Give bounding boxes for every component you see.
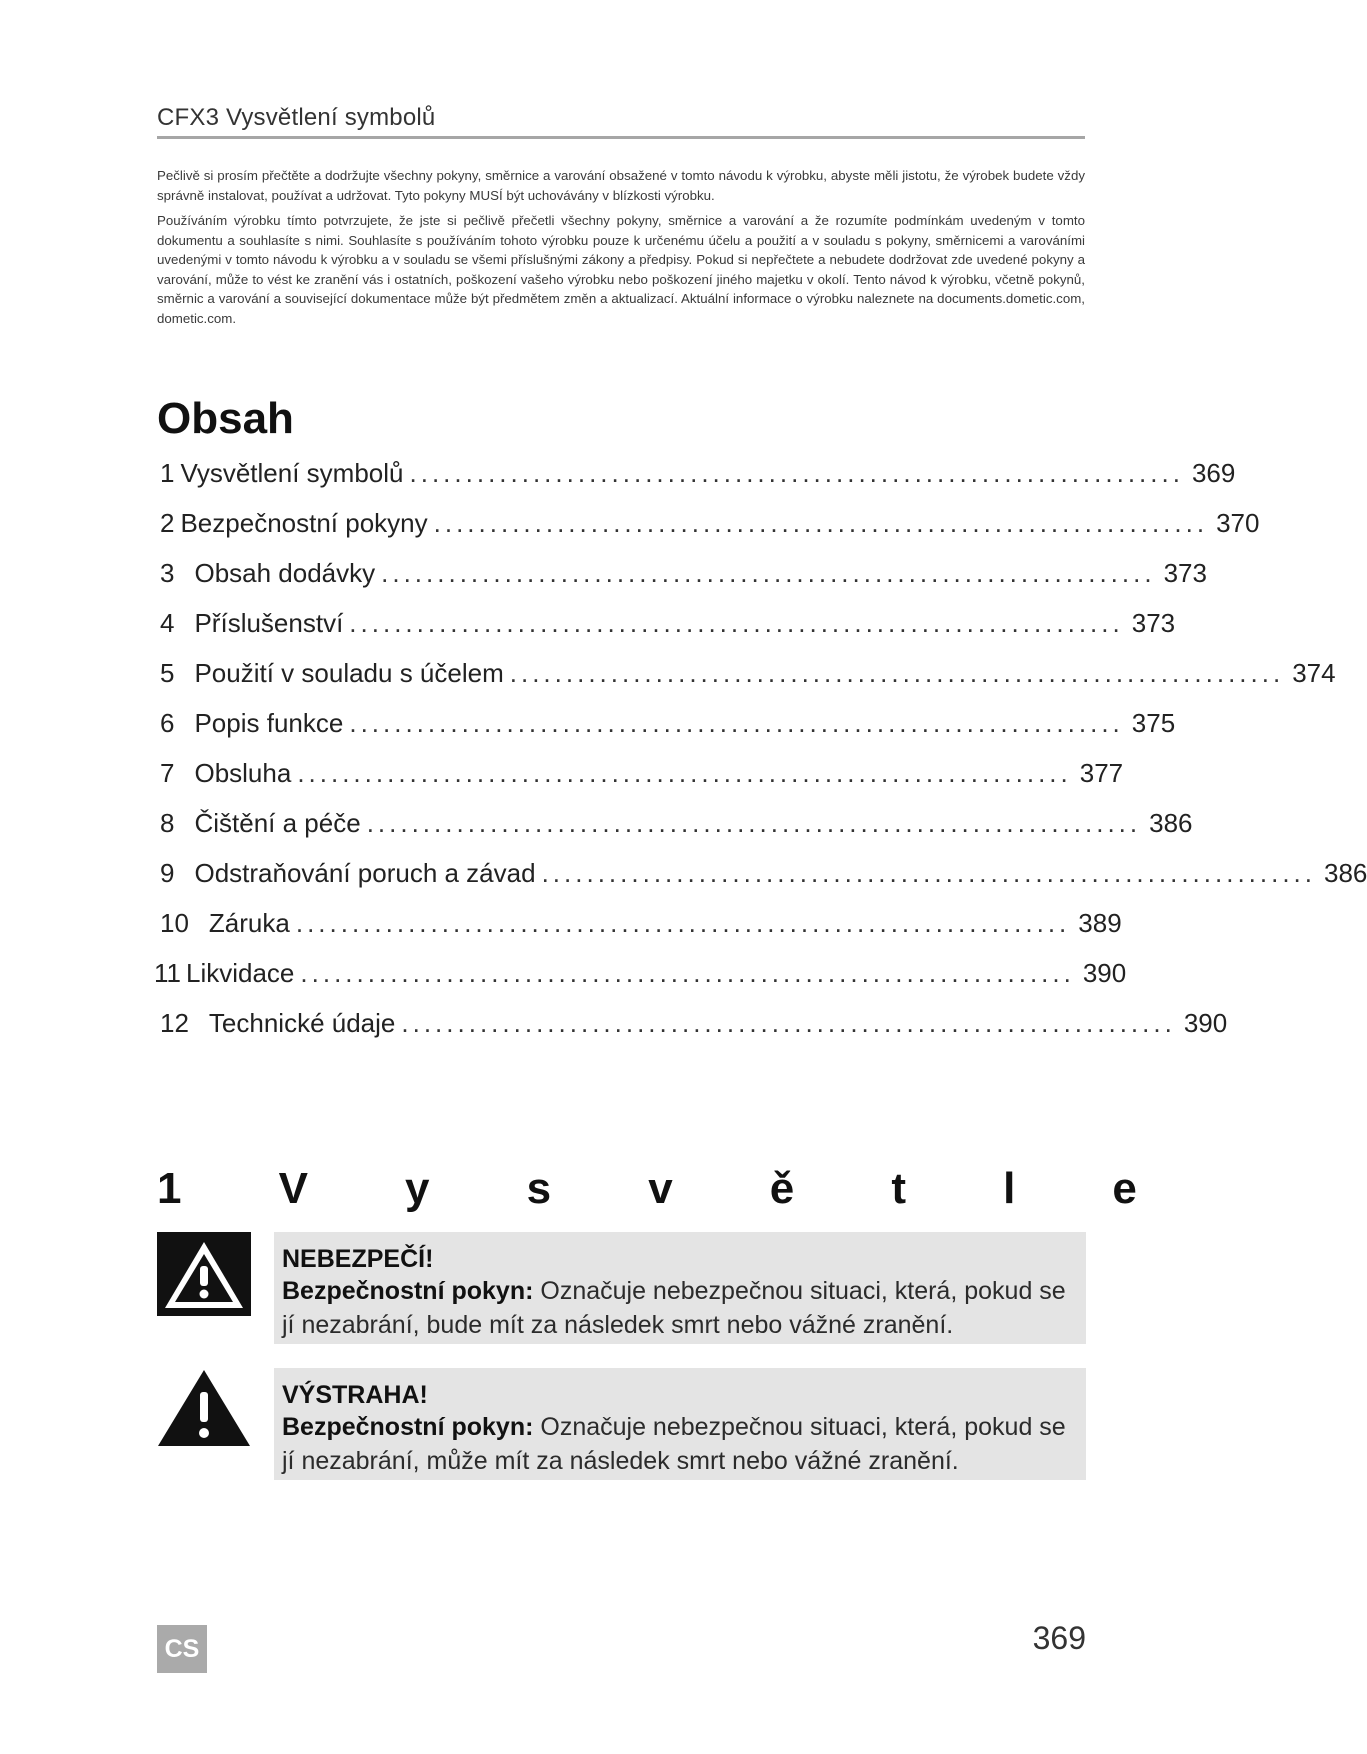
section-heading-letter: e — [1112, 1164, 1137, 1213]
language-badge: CS — [157, 1625, 207, 1673]
toc-entry-label: Příslušenství — [194, 608, 344, 638]
toc-leader-dots: ..................................................................... — [366, 808, 1142, 838]
danger-warning-icon — [157, 1232, 251, 1316]
toc-leader-dots: ..................................................................... — [401, 1008, 1176, 1038]
section-heading-letter: 1 — [157, 1164, 182, 1213]
toc-leader-dots: ..................................................................... — [409, 458, 1184, 488]
intro-paragraph-2: Používáním výrobku tímto potvrzujete, že jste si pečlivě přečetli všechny pokyny, směrnice a varování a že rozumíte podmínkám uvedeným v tomto dokumentu a souhlasíte s nimi. Souhlasíte s používáním tohoto výrobku pouze k určenému účelu a použití a v souladu s pokyny, směrnicemi a varováními uvedenými v tomto návodu k výrobku a v souladu se všemi příslušnými zákony a předpisy. Pokud si nepřečtete a nebudete dodržovat zde uvedené pokyny a varování, může to vést ke zranění vás i ostatních, poškození vašeho výrobku nebo poškození jiného majetku v okolí. Tento návod k výrobku, včetně pokynů, směrnic a varování a související dokumentace může být předmětem změn a aktualizací. Aktuální informace o výrobku naleznete na documents.dometic.com, dometic.com. — [157, 213, 1085, 326]
toc-entry-page: 373 — [1131, 608, 1176, 638]
toc-entry-label: Technické údaje — [208, 1008, 396, 1038]
warning-triangle-icon — [157, 1368, 251, 1448]
section-heading-letter: ě — [769, 1164, 795, 1213]
toc-leader-dots: ..................................................................... — [295, 908, 1071, 938]
toc-entry-label: Odstraňování poruch a závad — [194, 858, 536, 888]
toc-entry-number: 5 — [160, 658, 175, 688]
callout-body: Označuje nebezpečnou situaci, která, pokud se jí nezabrání, bude mít za následek smrt nebo vážné zranění. — [282, 1277, 1066, 1339]
toc-entry-page: 389 — [1078, 908, 1122, 938]
callout-lead: Bezpečnostní pokyn: — [282, 1277, 534, 1305]
toc-entry-label: Bezpečnostní pokyny — [180, 508, 428, 538]
section-heading-letter: s — [526, 1164, 552, 1213]
toc-entry-label: Použití v souladu s účelem — [194, 658, 504, 688]
toc-entry[interactable] — [160, 908, 1122, 942]
toc-entry-number: 11 — [154, 958, 181, 988]
toc-entry-page: 370 — [1216, 508, 1260, 538]
toc-entry[interactable] — [160, 808, 1193, 842]
callout-text — [282, 1410, 1072, 1478]
toc-entry-page: 390 — [1082, 958, 1127, 988]
toc-leader-dots: ..................................................................... — [381, 558, 1156, 588]
toc-entry[interactable] — [160, 1008, 1228, 1042]
callout-keyword: VÝSTRAHA! — [282, 1381, 428, 1409]
toc-leader-dots: ..................................................................... — [433, 508, 1209, 538]
toc-leader-dots: ..................................................................... — [541, 858, 1317, 888]
toc-entry[interactable] — [160, 758, 1124, 792]
toc-entry-number: 10 — [160, 908, 189, 938]
toc-leader-dots: ..................................................................... — [300, 958, 1075, 988]
toc-entry[interactable] — [154, 958, 1127, 992]
callout-body: Označuje nebezpečnou situaci, která, pokud se jí nezabrání, může mít za následek smrt nebo vážné zranění. — [282, 1413, 1066, 1475]
toc-entry-page: 377 — [1079, 758, 1124, 788]
toc-entry[interactable] — [160, 858, 1367, 892]
section-heading — [157, 1164, 1137, 1216]
toc-entry[interactable] — [160, 608, 1176, 642]
toc-entry-label: Vysvětlení symbolů — [180, 458, 404, 488]
toc-entry-number: 8 — [160, 808, 175, 838]
toc-heading: Obsah — [157, 394, 294, 443]
toc-entry-page: 386 — [1149, 808, 1193, 838]
toc-entry[interactable] — [160, 508, 1260, 542]
callout-text — [282, 1274, 1072, 1342]
toc-entry-page: 375 — [1131, 708, 1176, 738]
toc-entry-label: Popis funkce — [194, 708, 344, 738]
toc-entry-number: 3 — [160, 558, 175, 588]
toc-entry-page: 386 — [1324, 858, 1367, 888]
toc-entry-number: 7 — [160, 758, 175, 788]
toc-entry-page: 373 — [1163, 558, 1207, 588]
toc-entry-label: Obsluha — [194, 758, 292, 788]
toc-leader-dots: ..................................................................... — [297, 758, 1072, 788]
section-heading-letter: t — [891, 1164, 906, 1213]
header-divider — [157, 136, 1085, 139]
toc-entry-label: Likvidace — [186, 958, 295, 988]
toc-entry-number: 12 — [160, 1008, 189, 1038]
toc-entry-number: 4 — [160, 608, 175, 638]
toc-entry-label: Čištění a péče — [194, 808, 361, 838]
toc-entry-number: 1 — [160, 458, 175, 488]
danger-callout — [274, 1232, 1086, 1344]
toc-entry-label: Obsah dodávky — [194, 558, 376, 588]
warning-callout — [274, 1368, 1086, 1480]
callout-lead: Bezpečnostní pokyn: — [282, 1413, 534, 1441]
intro-paragraph-1: Pečlivě si prosím přečtěte a dodržujte všechny pokyny, směrnice a varování obsažené v tomto návodu k výrobku, abyste měli jistotu, že výrobek budete vždy správně instalovat, používat a udržovat. Tyto pokyny MUSÍ být uchovávány v blízkosti výrobku. — [157, 168, 1085, 203]
toc-entry[interactable] — [160, 458, 1236, 492]
section-heading-letter: l — [1003, 1164, 1016, 1213]
toc-entry-number: 2 — [160, 508, 175, 538]
toc-entry[interactable] — [160, 558, 1207, 592]
toc-entry-number: 9 — [160, 858, 175, 888]
toc-entry-page: 374 — [1292, 658, 1336, 688]
section-heading-letter: v — [648, 1164, 673, 1213]
section-heading-letter: V — [278, 1164, 308, 1213]
callout-keyword: NEBEZPEČÍ! — [282, 1245, 434, 1273]
page-number: 369 — [1032, 1620, 1086, 1656]
toc-entry-label: Záruka — [208, 908, 290, 938]
toc-entry[interactable] — [160, 708, 1176, 742]
toc-leader-dots: ..................................................................... — [349, 708, 1124, 738]
toc-leader-dots: ..................................................................... — [509, 658, 1285, 688]
toc-entry-number: 6 — [160, 708, 175, 738]
toc-leader-dots: ..................................................................... — [349, 608, 1124, 638]
section-heading-letter: y — [405, 1164, 430, 1213]
toc-entry-page: 390 — [1183, 1008, 1228, 1038]
toc-entry-page: 369 — [1191, 458, 1236, 488]
toc-entry[interactable] — [160, 658, 1336, 692]
page-header-title: CFX3 Vysvětlení symbolů — [157, 104, 436, 131]
